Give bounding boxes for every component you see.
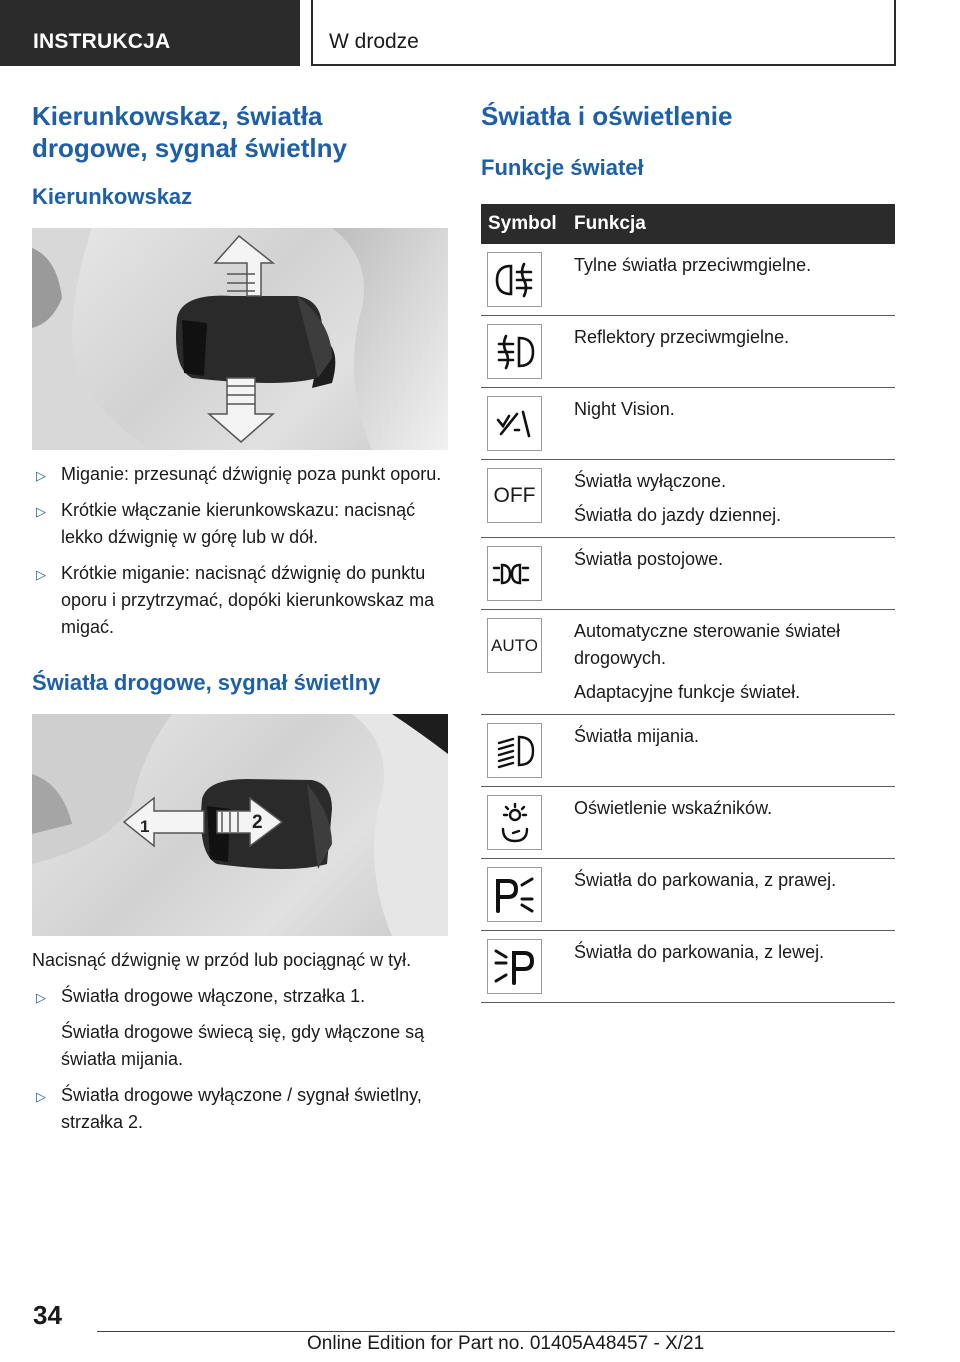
table-row <box>481 388 895 460</box>
high-beam-intro: Nacisnąć dźwignię w przód lub pociągnąć w tył. <box>32 950 412 970</box>
function-text: Adaptacyjne funkcje świateł. <box>574 682 801 702</box>
subheading-light-functions: Funkcje świateł <box>481 155 644 180</box>
arrow-2-label: 2 <box>252 812 263 833</box>
left-column <box>32 100 448 1145</box>
function-text: Tylne światła przeciwmgielne. <box>574 255 812 275</box>
turn-signal-list <box>32 461 448 641</box>
off-icon: OFF <box>487 468 542 523</box>
function-text: Reflektory przeciwmgielne. <box>574 327 790 347</box>
triangle-bullet-icon: ▷ <box>36 468 46 483</box>
section-tab <box>0 0 300 66</box>
list-item: ▷ Krótkie włączanie kierunkowskazu: nacisnąć lekko dźwignię w górę lub w dół. <box>36 500 416 547</box>
list-item: ▷ Krótkie miganie: nacisnąć dźwignię do punktu oporu i przytrzymać, dopóki kierunkowskaz ma migać. <box>36 563 435 637</box>
table-row <box>481 715 895 787</box>
edition-text: Online Edition for Part no. 01405A48457 - X/21 <box>307 1333 705 1354</box>
table-row <box>481 244 895 316</box>
right-column <box>481 100 895 1003</box>
list-item: ▷ Światła drogowe wyłączone / sygnał świetlny, strzałka 2. <box>36 1085 422 1132</box>
light-functions-table <box>481 204 895 1003</box>
function-text: Światła do jazdy dziennej. <box>574 505 782 525</box>
chapter-tab <box>311 0 896 66</box>
table-row <box>481 931 895 1003</box>
right-heading: Światła i oświetlenie <box>481 101 733 131</box>
column-header-function: Funkcja <box>574 204 895 244</box>
table-row <box>481 460 895 538</box>
function-text: Oświetlenie wskaźników. <box>574 798 773 818</box>
high-beam-lever-image <box>32 714 448 936</box>
section-label: INSTRUKCJA <box>33 30 171 53</box>
triangle-bullet-icon: ▷ <box>36 990 46 1005</box>
low-beam-icon <box>487 723 542 778</box>
table-row <box>481 787 895 859</box>
triangle-bullet-icon: ▷ <box>36 567 46 582</box>
subheading-turn-signal: Kierunkowskaz <box>32 184 193 209</box>
footer-divider <box>97 1331 895 1332</box>
table-row <box>481 610 895 715</box>
function-text: Światła wyłączone. <box>574 471 727 491</box>
night-vision-icon <box>487 396 542 451</box>
function-text: Światła do parkowania, z prawej. <box>574 870 837 890</box>
list-item: ▷ Miganie: przesunąć dźwignię poza punkt oporu. <box>32 461 448 488</box>
high-beam-list-2 <box>32 1082 448 1136</box>
function-text: Światła do parkowania, z lewej. <box>574 942 825 962</box>
table-row <box>481 538 895 610</box>
parking-lights-icon <box>487 546 542 601</box>
parking-light-left-icon <box>487 939 542 994</box>
function-text: Automatyczne sterowanie świateł drogowych. <box>574 621 841 668</box>
rear-fog-light-icon <box>487 252 542 307</box>
triangle-bullet-icon: ▷ <box>36 504 46 519</box>
column-header-symbol: Symbol <box>481 204 574 244</box>
arrow-1-label: 1 <box>140 817 150 836</box>
high-beam-list <box>32 983 448 1010</box>
table-row <box>481 316 895 388</box>
function-text: Night Vision. <box>574 399 675 419</box>
turn-signal-lever-image <box>32 228 448 450</box>
high-beam-note: Światła drogowe świecą się, gdy włączone są światła mijania. <box>61 1022 425 1069</box>
instrument-lighting-icon <box>487 795 542 850</box>
subheading-high-beam: Światła drogowe, sygnał świetlny <box>32 670 381 695</box>
chapter-label: W drodze <box>329 30 419 53</box>
function-text: Światła postojowe. <box>574 549 724 569</box>
page-number: 34 <box>33 1300 62 1330</box>
triangle-bullet-icon: ▷ <box>36 1089 46 1104</box>
function-text: Światła mijania. <box>574 726 700 746</box>
left-heading: Kierunkowskaz, światła drogowe, sygnał świetlny <box>32 101 347 163</box>
front-fog-light-icon <box>487 324 542 379</box>
parking-light-right-icon <box>487 867 542 922</box>
auto-icon: AUTO <box>487 618 542 673</box>
table-row <box>481 859 895 931</box>
list-item: ▷ Światła drogowe włączone, strzałka 1. <box>32 983 448 1010</box>
